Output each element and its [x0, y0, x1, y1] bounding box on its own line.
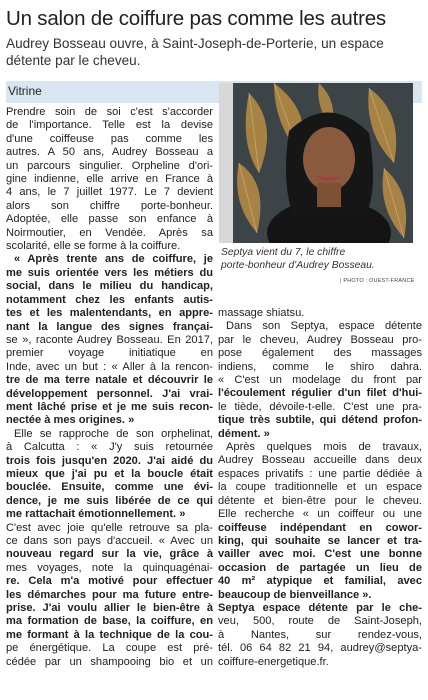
text-line: pose également des massages [218, 347, 422, 360]
text-line: dence, je me suis libérée de ce qui [6, 494, 213, 507]
text-line: tes et les malentendants, en appre- [6, 307, 213, 320]
text-line: développement personnel. J'ai vrai- [6, 387, 213, 400]
text-line: détente et bien-être pour le cheveu. [218, 494, 422, 507]
text-line: 40 m² atypique et familial, avec [218, 575, 422, 588]
text-line: à Calcutta : « J'y suis retournée [6, 441, 213, 454]
text-line: me formant à la technique de la cou- [6, 628, 213, 641]
headline: Un salon de coiffure pas comme les autres [6, 7, 386, 30]
text-line: le tiède, dévoile-t-elle. C'est une pra- [218, 400, 422, 413]
text-line: ment lâché prise et je me suis recon- [6, 400, 213, 413]
section-label: Vitrine [8, 84, 42, 98]
text-line: Adoptée, elle passe son enfance à [6, 213, 213, 226]
text-line: pe énergétique. La coupe est pré- [6, 642, 213, 655]
text-line: me rattachait émotionnellement. » [6, 508, 186, 521]
text-line: Après quelques mois de travaux, [226, 441, 422, 454]
text-line: Dans son Septya, espace détente [226, 320, 422, 333]
text-line: scolarité, elle se forme à la coiffure. [6, 240, 181, 253]
text-line: se », raconte Audrey Bosseau. En 2017, [6, 333, 213, 346]
caption-line: porte-bonheur d'Audrey Bosseau. [221, 260, 375, 271]
text-line: alors son chiffre porte-bonheur. [6, 199, 213, 212]
text-line: cédée par un shampooing bio et un [6, 655, 213, 668]
text-line: « Après trente ans de coiffure, je [14, 253, 213, 266]
text-line: Audrey Bosseau accueille dans deux [218, 454, 422, 467]
text-line: d'une coiffeuse pas comme les [6, 132, 213, 145]
text-line: par le cheveu, Audrey Bosseau pro- [218, 333, 422, 346]
text-line: king, qui souhaite se lancer et tra- [218, 534, 422, 547]
text-line: Elle se rapproche de son orphelinat, [14, 427, 213, 440]
text-line: coiffure-energetique.fr. [218, 655, 329, 668]
text-line: tre de ma terre natale et découvrir le [6, 374, 213, 387]
article-column-right [218, 307, 422, 669]
text-line: Septya espace détente par le che- [218, 601, 422, 614]
text-line: autres. A 50 ans, Audrey Bosseau a [6, 146, 213, 159]
text-line: espaces privatifs : une partie dédiée à [218, 467, 422, 480]
lede-line: détente par le cheveu. [6, 53, 141, 68]
text-line: me suis orientée vers les métiers du [6, 266, 213, 279]
portrait-photo [219, 83, 413, 243]
text-line: re. Cela m'a motivé pour effectuer [6, 575, 213, 588]
text-line: beaucoup de bienveillance ». [218, 588, 372, 601]
text-line: ma formation de base, la coiffure, en [6, 615, 213, 628]
text-line: C'est avec joie qu'elle retrouve sa pla- [6, 521, 213, 534]
text-line: nouveau regard sur la vie, grâce à [6, 548, 213, 561]
text-line: Noirmoutier, en Vendée. Après sa [6, 226, 213, 239]
text-line: veu, 500, route de Saint-Joseph, [218, 615, 422, 628]
text-line: prise. J'ai voulu allier le bien-être à [6, 602, 213, 615]
text-line: occasion de partagée un lieu de [218, 561, 422, 574]
photo-caption [221, 246, 417, 272]
text-line: nant la langue des signes françai- [6, 320, 213, 333]
article-column-left [6, 106, 213, 669]
lede [6, 35, 422, 69]
text-line: massage shiatsu. [218, 307, 305, 319]
text-line: tél. 06 64 82 21 94, audrey@septya- [218, 642, 422, 655]
text-line: à Nantes, sur rendez-vous, [218, 628, 422, 641]
text-line: trois fois jusqu'en 2020. J'ai aidé du [6, 454, 213, 467]
text-line: Prendre soin de soi c'est s'accorder [6, 106, 213, 118]
text-line: nectée à mes origines. » [6, 414, 135, 427]
text-line: dément. » [218, 427, 270, 440]
text-line: coiffeuse indépendant en cowor- [218, 521, 422, 534]
text-line: gine indienne, elle arrive en France à [6, 173, 213, 186]
lede-line: Audrey Bosseau ouvre, à Saint-Joseph-de-Porterie, un espace [6, 36, 384, 51]
text-line: Elle recherche « un coiffeur ou une [218, 508, 422, 521]
text-line: tique très subtile, qui détend profon- [218, 414, 422, 427]
text-line: ce dans son pays d'accueil. « Avec un [6, 535, 213, 547]
text-line: « C'est un modelage du front par [218, 374, 422, 387]
text-line: 4 ans, le 7 juillet 1977. Le 7 devient [6, 186, 213, 199]
text-line: Inde, avec un but : « Aller à la rencon- [6, 360, 213, 373]
text-line: l'écoulement régulier d'un filet d'hui- [218, 387, 422, 400]
photo-credit: | PHOTO : OUEST-FRANCE [340, 278, 415, 284]
text-line: indiens, comme le shiro dahra. [218, 360, 422, 373]
text-line: de l'importance. Telle est la devise [6, 119, 213, 132]
text-line: mieux que j'ai pu et la boucle était [6, 467, 213, 480]
caption-line: Septya vient du 7, le chiffre [221, 247, 346, 258]
text-line: les démarches pour ma future entre- [6, 588, 213, 601]
text-line: notamment chez les enfants autis- [6, 293, 213, 306]
text-line: premier voyage initiatique en [6, 347, 213, 360]
text-line: la coupe traditionnelle et un espace [218, 481, 422, 494]
text-line: mes voyages, note la quinquagénai- [6, 561, 213, 574]
text-line: un parcours singulier. Orpheline d'ori- [6, 159, 213, 172]
text-line: vailler avec moi. C'est une bonne [218, 548, 422, 561]
text-line: social, dans le milieu du handicap, [6, 280, 213, 293]
text-line: bouclée. Ensuite, comme une évi- [6, 481, 213, 494]
